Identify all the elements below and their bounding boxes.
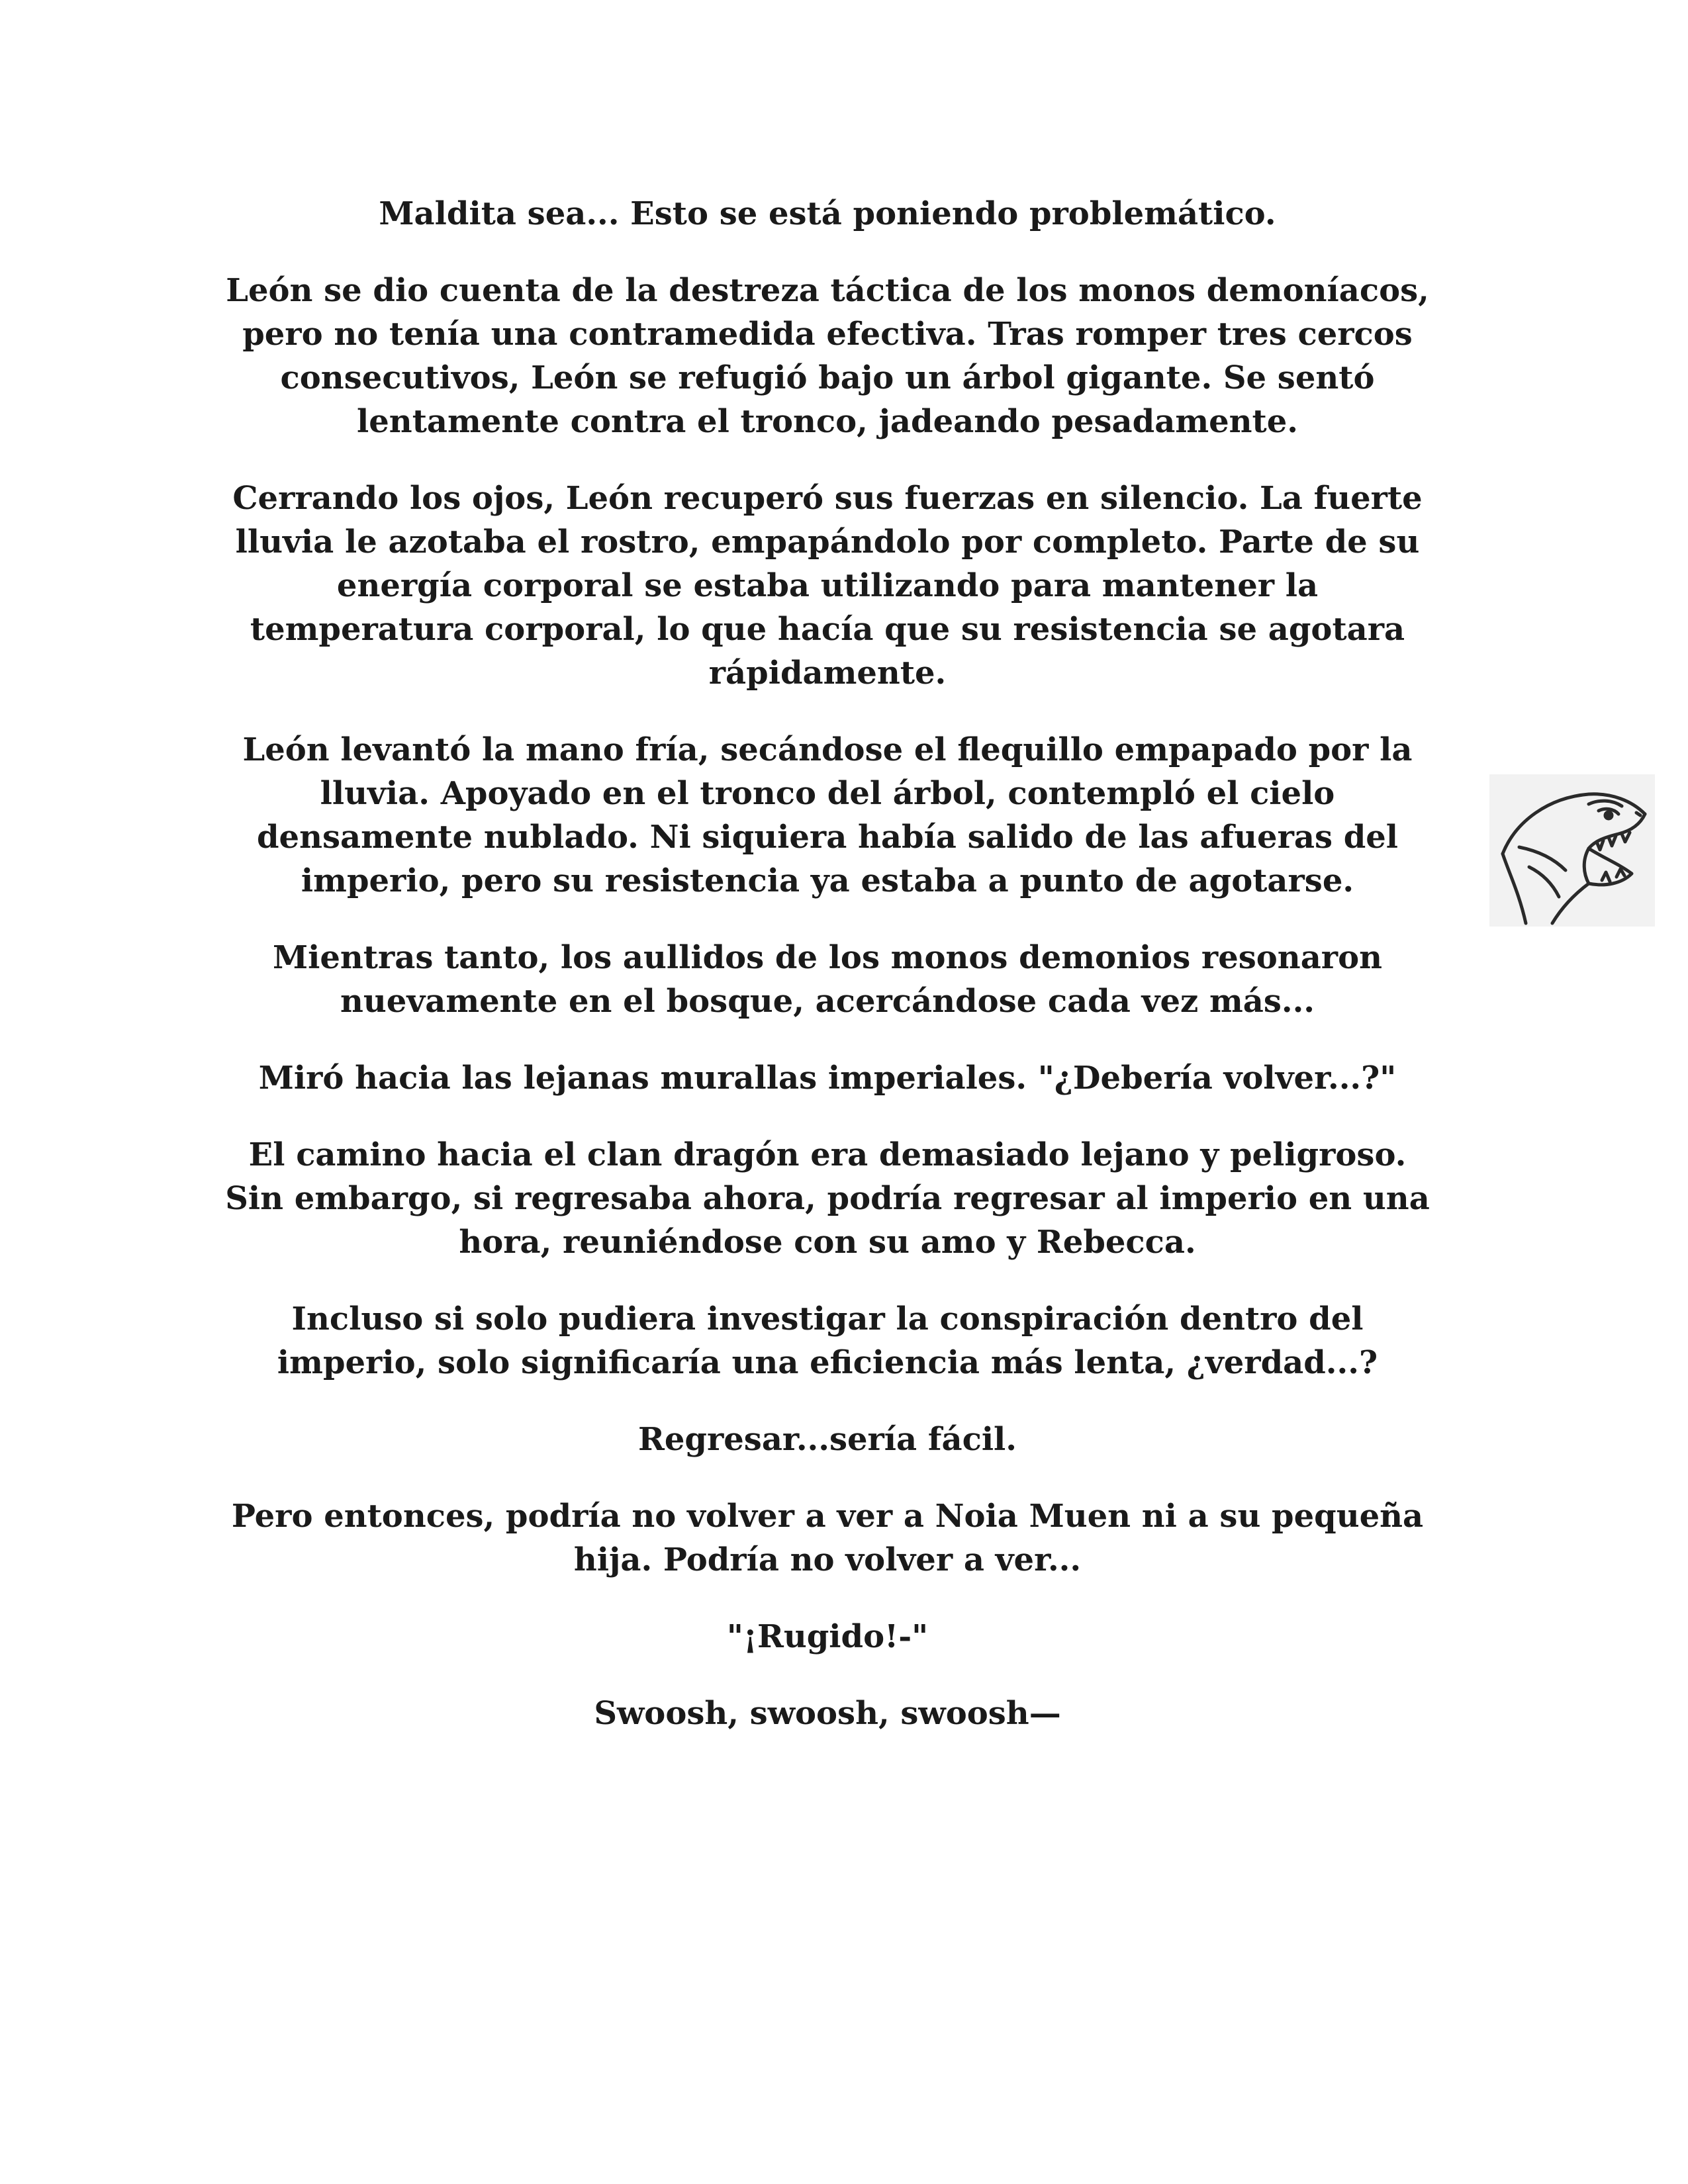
story-text (225, 192, 1430, 1768)
paragraph: Pero entonces, podría no volver a ver a Noia Muen ni a su pequeña hija. Podría no volver a ver... (231, 1498, 1424, 1578)
paragraph: El camino hacia el clan dragón era demasiado lejano y peligroso. Sin embargo, si regresaba ahora, podría regresar al imperio en una hora, reuniéndose con su amo y Rebecca. (225, 1136, 1430, 1261)
paragraph: León se dio cuenta de la destreza táctica de los monos demoníacos, pero no tenía una contramedida efectiva. Tras romper tres cercos consecutivos, León se refugió bajo un árbol gigante. Se sentó lentamente contra el tronco, jadeando pesadamente. (226, 272, 1429, 440)
paragraph: Mientras tanto, los aullidos de los monos demonios resonaron nuevamente en el bosque, acercándose cada vez más... (273, 939, 1382, 1020)
paragraph: Cerrando los ojos, León recuperó sus fuerzas en silencio. La fuerte lluvia le azotaba el rostro, empapándolo por completo. Parte de su energía corporal se estaba utilizando para mantener la temperatura corporal, lo que hacía que su resistencia se agotara rápidamente. (232, 480, 1423, 692)
paragraph: Incluso si solo pudiera investigar la conspiración dentro del imperio, solo significaría una eficiencia más lenta, ¿verdad...? (277, 1300, 1378, 1381)
paragraph: Regresar...sería fácil. (637, 1421, 1017, 1458)
paragraph: Maldita sea... Esto se está poniendo problemático. (379, 195, 1276, 232)
paragraph: Miró hacia las lejanas murallas imperiales. "¿Debería volver...?" (258, 1060, 1397, 1097)
paragraph: León levantó la mano fría, secándose el flequillo empapado por la lluvia. Apoyado en el tronco del árbol, contempló el cielo densamente nublado. Ni siquiera había salido de las afueras del imperio, pero su resistencia ya estaba a punto de agotarse. (242, 731, 1413, 899)
paragraph: "¡Rugido!-" (726, 1618, 929, 1655)
dinosaur-head-icon (1489, 774, 1655, 927)
paragraph: Swoosh, swoosh, swoosh— (594, 1695, 1061, 1732)
